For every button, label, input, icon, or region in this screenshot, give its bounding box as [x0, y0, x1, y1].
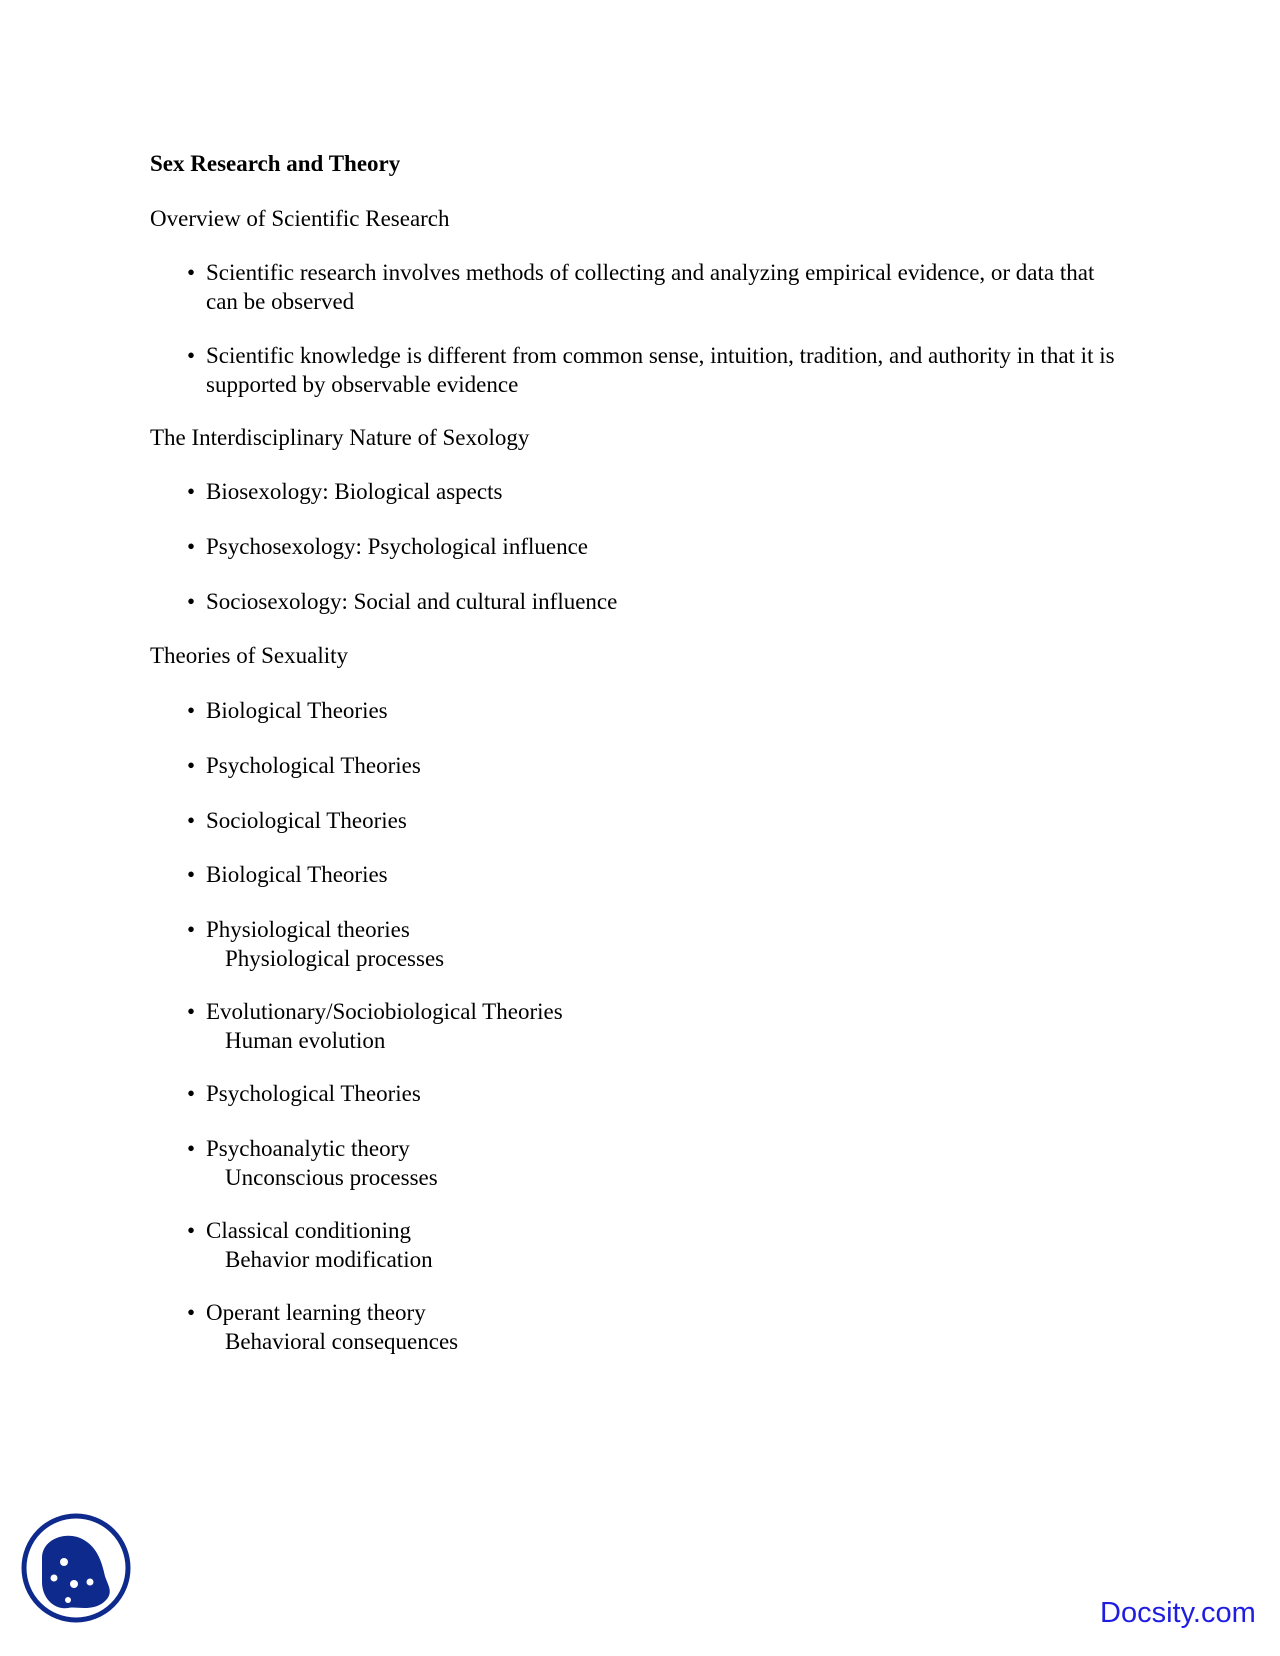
section-heading-theories: Theories of Sexuality	[150, 643, 349, 668]
list-item	[187, 696, 1117, 725]
list-item-text: Biological Theories	[206, 862, 388, 887]
bullet-mark: •	[187, 1136, 196, 1161]
bullet-mark: •	[187, 260, 196, 285]
list-item-text: Evolutionary/Sociobiological Theories	[206, 999, 563, 1024]
bullet-mark: •	[187, 1081, 196, 1106]
docsity-logo-icon[interactable]	[20, 1512, 132, 1624]
document-title: Sex Research and Theory	[150, 151, 401, 176]
bullet-mark: •	[187, 534, 196, 559]
bullet-mark: •	[187, 917, 196, 942]
logo-svg	[20, 1512, 132, 1624]
bullet-mark: •	[187, 753, 196, 778]
logo-dot	[51, 1575, 58, 1582]
list-item-text: Biosexology: Biological aspects	[206, 479, 503, 504]
list-item	[187, 860, 1117, 889]
list-item-text: Scientific research involves methods of collecting and analyzing empirical evidence, or data that can be observed	[206, 260, 1095, 314]
list-item	[187, 997, 1117, 1055]
list-item-text: Psychological Theories	[206, 753, 421, 778]
list-item-subtext: Behavioral consequences	[225, 1329, 459, 1354]
list-item-text: Scientific knowledge is different from common sense, intuition, tradition, and authority in that it is supported by observable evidence	[206, 343, 1115, 397]
bullet-mark: •	[187, 343, 196, 368]
list-item-subtext: Behavior modification	[225, 1247, 433, 1272]
list-item-subtext: Unconscious processes	[225, 1165, 438, 1190]
list-item-text: Psychoanalytic theory	[206, 1136, 410, 1161]
list-item	[187, 1216, 1117, 1274]
section-heading-interdisciplinary: The Interdisciplinary Nature of Sexology	[150, 425, 530, 450]
list-item	[187, 1134, 1117, 1192]
section-heading-overview: Overview of Scientific Research	[150, 206, 450, 231]
logo-dot	[87, 1579, 94, 1586]
logo-dot	[70, 1580, 78, 1588]
list-item	[187, 915, 1117, 973]
list-item-subtext: Human evolution	[225, 1028, 386, 1053]
bullet-mark: •	[187, 999, 196, 1024]
logo-dot	[60, 1558, 68, 1566]
list-item-subtext: Physiological processes	[225, 946, 445, 971]
list-item-text: Psychosexology: Psychological influence	[206, 534, 588, 559]
list-item	[187, 806, 1117, 835]
docsity-brand-link[interactable]: Docsity.com	[1100, 1597, 1256, 1629]
list-item-text: Sociosexology: Social and cultural influence	[206, 589, 618, 614]
bullet-mark: •	[187, 589, 196, 614]
bullet-mark: •	[187, 479, 196, 504]
bullet-mark: •	[187, 1300, 196, 1325]
logo-dot	[65, 1597, 71, 1603]
list-item	[187, 751, 1117, 780]
list-item	[187, 1298, 1117, 1356]
list-item	[187, 477, 1117, 506]
list-item	[187, 341, 1117, 399]
list-item	[187, 587, 1117, 616]
bullet-mark: •	[187, 862, 196, 887]
bullet-mark: •	[187, 698, 196, 723]
list-item-text: Operant learning theory	[206, 1300, 426, 1325]
bullet-mark: •	[187, 808, 196, 833]
list-item	[187, 258, 1117, 316]
list-item-text: Psychological Theories	[206, 1081, 421, 1106]
list-item	[187, 532, 1117, 561]
list-item	[187, 1079, 1117, 1108]
list-item-text: Biological Theories	[206, 698, 388, 723]
list-item-text: Physiological theories	[206, 917, 410, 942]
bullet-mark: •	[187, 1218, 196, 1243]
list-item-text: Sociological Theories	[206, 808, 407, 833]
list-item-text: Classical conditioning	[206, 1218, 412, 1243]
